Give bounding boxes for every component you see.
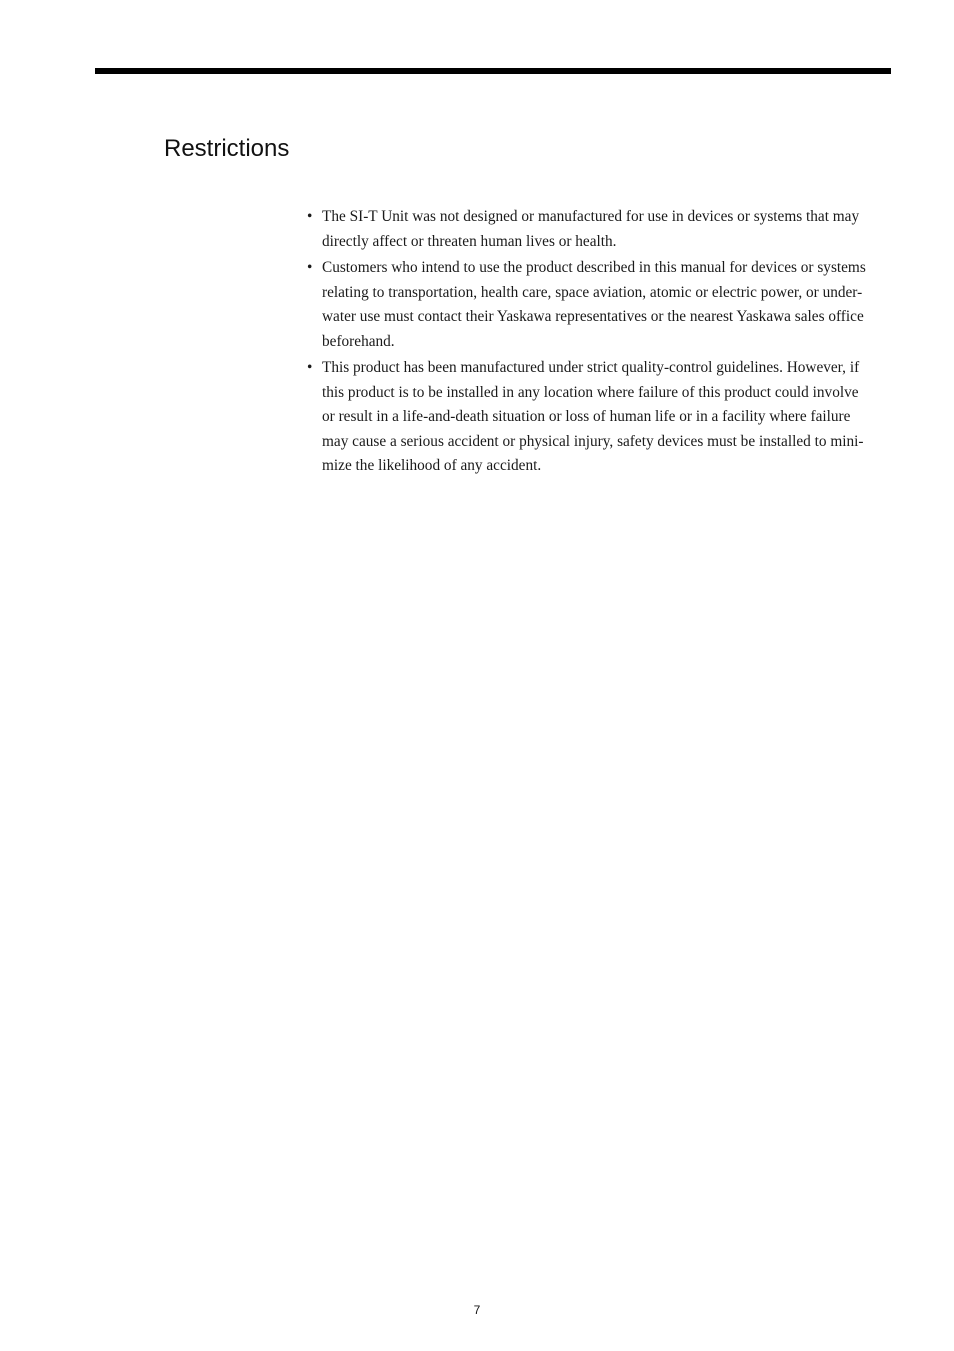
list-item-line: The SI-T Unit was not designed or manufactured for use in devices or systems that may <box>322 208 860 225</box>
page-number: 7 <box>473 1303 481 1317</box>
list-item <box>307 256 891 354</box>
list-item <box>307 205 891 254</box>
list-item-line: directly affect or threaten human lives or health. <box>322 232 617 250</box>
list-item-line: This product has been manufactured under strict quality-control guidelines. However, if <box>322 359 860 376</box>
list-item-line: water use must contact their Yaskawa representatives or the nearest Yaskawa sales office <box>322 308 864 325</box>
top-rule <box>95 68 891 74</box>
list-item-line: Customers who intend to use the product described in this manual for devices or systems <box>322 259 866 276</box>
list-item-line: beforehand. <box>322 332 395 350</box>
bullet-icon: • <box>307 259 313 276</box>
section-title: Restrictions <box>164 135 290 162</box>
restrictions-list <box>307 205 891 481</box>
bullet-icon: • <box>307 208 313 225</box>
list-item-line: this product is to be installed in any location where failure of this product could involve <box>322 383 859 401</box>
list-item <box>307 356 891 479</box>
list-item-line: relating to transportation, health care, space aviation, atomic or electric power, or under- <box>322 283 863 301</box>
list-item-line: may cause a serious accident or physical injury, safety devices must be installed to mini- <box>322 432 864 450</box>
list-item-line: mize the likelihood of any accident. <box>322 457 542 474</box>
list-item-line: or result in a life-and-death situation or loss of human life or in a facility where failure <box>322 408 851 425</box>
bullet-icon: • <box>307 359 313 376</box>
